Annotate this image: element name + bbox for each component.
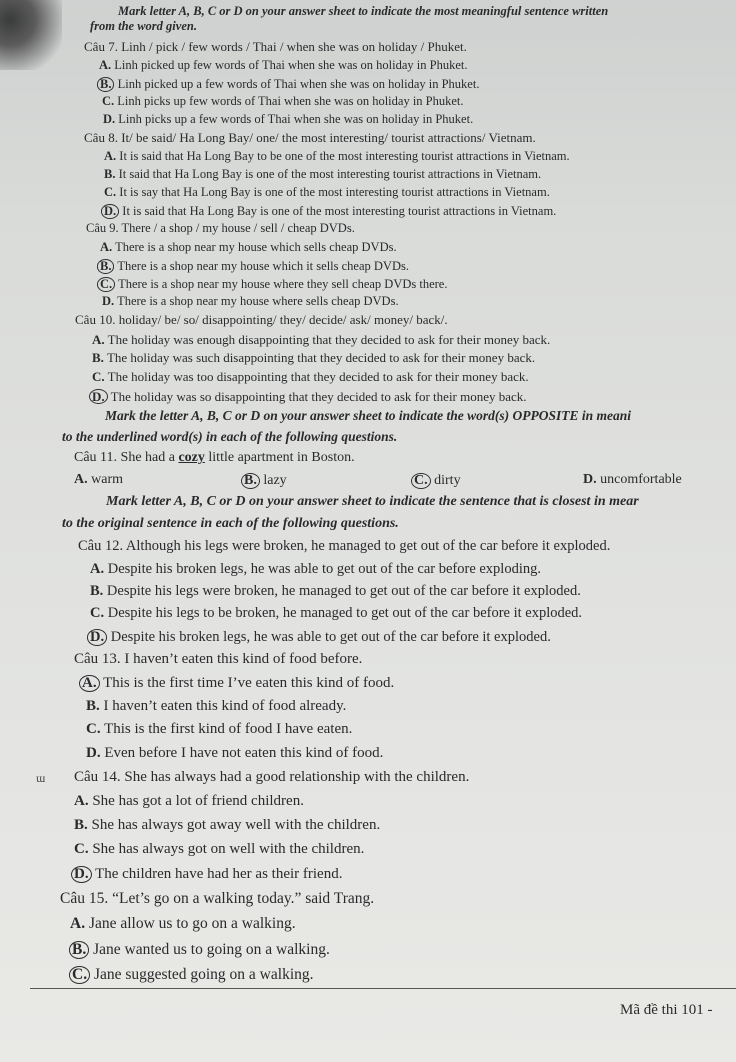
section3-instruction-line1: Mark letter A, B, C or D on your answer sheet to indicate the sentence that is closest in mear xyxy=(106,494,639,509)
question-13-option-b: B. I haven’t eaten this kind of food already. xyxy=(86,698,347,714)
answer-circle: C. xyxy=(69,966,90,984)
question-7-prompt: Câu 7. Linh / pick / few words / Thai / when she was on holiday / Phuket. xyxy=(84,39,467,54)
question-13-option-c: C. This is the first kind of food I have eaten. xyxy=(86,721,353,737)
question-14-option-b: B. She has always got away well with the children. xyxy=(74,817,381,833)
question-9-option-a: A. There is a shop near my house which sells cheap DVDs. xyxy=(100,240,397,254)
question-9-option-b: B. There is a shop near my house which it sells cheap DVDs. xyxy=(100,259,409,274)
answer-circle: B. xyxy=(97,77,114,92)
question-14-option-d: D. The children have had her as their friend. xyxy=(74,866,342,883)
section3-instruction-line2: to the original sentence in each of the following questions. xyxy=(62,516,399,531)
question-14-prompt: Câu 14. She has always had a good relationship with the children. xyxy=(74,769,470,785)
question-13-prompt: Câu 13. I haven’t eaten this kind of food before. xyxy=(74,651,363,667)
question-8-option-d: D. It is said that Ha Long Bay is one of the most interesting tourist attractions in Vietnam. xyxy=(104,204,556,219)
question-7-option-a: A. Linh picked up few words of Thai when she was on holiday in Phuket. xyxy=(99,58,468,72)
footer-rule xyxy=(30,988,736,989)
section1-instruction-line1: Mark letter A, B, C or D on your answer sheet to indicate the most meaningful sentence written xyxy=(118,4,609,18)
question-7-option-d: D. Linh picks up a few words of Thai when she was on holiday in Phuket. xyxy=(103,112,474,126)
answer-circle: A. xyxy=(79,675,100,692)
question-10-option-d: D. The holiday was so disappointing that they decided to ask for their money back. xyxy=(92,389,527,404)
question-8-option-a: A. It is said that Ha Long Bay to be one of the most interesting tourist attractions in Vietnam. xyxy=(104,149,570,163)
answer-circle: C. xyxy=(411,473,431,489)
question-11-option-a: A. warm xyxy=(74,472,124,487)
question-10-prompt: Câu 10. holiday/ be/ so/ disappointing/ they/ decide/ ask/ money/ back/. xyxy=(75,312,448,327)
question-11-option-b: B. lazy xyxy=(244,473,287,489)
question-7-option-b: B. Linh picked up a few words of Thai when she was on holiday in Phuket. xyxy=(100,77,479,92)
question-15-option-b: B. Jane wanted us to going on a walking. xyxy=(72,941,330,959)
question-10-option-a: A. The holiday was enough disappointing that they decided to ask for their money back. xyxy=(92,332,551,347)
section2-instruction-line2: to the underlined word(s) in each of the following questions. xyxy=(62,429,398,444)
answer-circle: D. xyxy=(87,629,107,646)
question-12-prompt: Câu 12. Although his legs were broken, he managed to get out of the car before it exploded. xyxy=(78,538,611,554)
question-7-option-c: C. Linh picks up few words of Thai when she was on holiday in Phuket. xyxy=(102,94,464,108)
underlined-word: cozy xyxy=(178,450,205,465)
section1-instruction-line2: from the word given. xyxy=(90,19,197,33)
question-8-option-b: B. It said that Ha Long Bay is one of the most interesting tourist attractions in Vietnam. xyxy=(104,167,542,181)
question-11-option-d: D. uncomfortable xyxy=(583,472,682,487)
question-9-prompt: Câu 9. There / a shop / my house / sell / cheap DVDs. xyxy=(86,221,355,235)
question-12-option-d: D. Despite his broken legs, he was able to get out of the car before it exploded. xyxy=(90,629,551,646)
question-12-option-b: B. Despite his legs were broken, he managed to get out of the car before it exploded. xyxy=(90,583,581,599)
question-12-option-c: C. Despite his legs to be broken, he managed to get out of the car before it exploded. xyxy=(90,605,583,621)
photo-shadow xyxy=(0,0,62,70)
question-10-option-b: B. The holiday was such disappointing that they decided to ask for their money back. xyxy=(92,350,536,365)
question-14-option-a: A. She has got a lot of friend children. xyxy=(74,793,304,809)
question-11-prompt: Câu 11. She had a cozy little apartment in Boston. xyxy=(74,450,355,465)
question-9-option-c: C. There is a shop near my house where they sell cheap DVDs there. xyxy=(100,277,447,292)
answer-circle: B. xyxy=(97,259,114,274)
answer-circle: B. xyxy=(241,473,260,489)
question-8-prompt: Câu 8. It/ be said/ Ha Long Bay/ one/ the most interesting/ tourist attractions/ Vietnam. xyxy=(84,130,536,145)
question-9-option-d: D. There is a shop near my house where sells cheap DVDs. xyxy=(102,294,399,308)
question-15-option-c: C. Jane suggested going on a walking. xyxy=(72,966,314,984)
answer-circle: D. xyxy=(101,204,119,219)
question-13-option-a: A. This is the first time I’ve eaten this kind of food. xyxy=(82,675,394,692)
question-12-option-a: A. Despite his broken legs, he was able to get out of the car before exploding. xyxy=(90,561,541,577)
exam-code: Mã đề thi 101 - xyxy=(620,1002,713,1018)
question-8-option-c: C. It is say that Ha Long Bay is one of the most interesting tourist attractions in Vietnam. xyxy=(104,185,550,199)
question-13-option-d: D. Even before I have not eaten this kind of food. xyxy=(86,745,384,761)
question-11-option-c: C. dirty xyxy=(414,473,461,489)
question-10-option-c: C. The holiday was too disappointing that they decided to ask for their money back. xyxy=(92,369,529,384)
section2-instruction-line1: Mark the letter A, B, C or D on your answer sheet to indicate the word(s) OPPOSITE in meani xyxy=(105,408,632,423)
question-15-prompt: Câu 15. “Let’s go on a walking today.” said Trang. xyxy=(60,890,375,907)
pen-mark: ɯ xyxy=(36,771,46,785)
answer-circle: C. xyxy=(97,277,115,292)
question-15-option-a: A. Jane allow us to go on a walking. xyxy=(70,915,296,932)
answer-circle: B. xyxy=(69,941,89,959)
answer-circle: D. xyxy=(89,389,108,404)
question-14-option-c: C. She has always got on well with the children. xyxy=(74,841,365,857)
answer-circle: D. xyxy=(71,866,92,883)
